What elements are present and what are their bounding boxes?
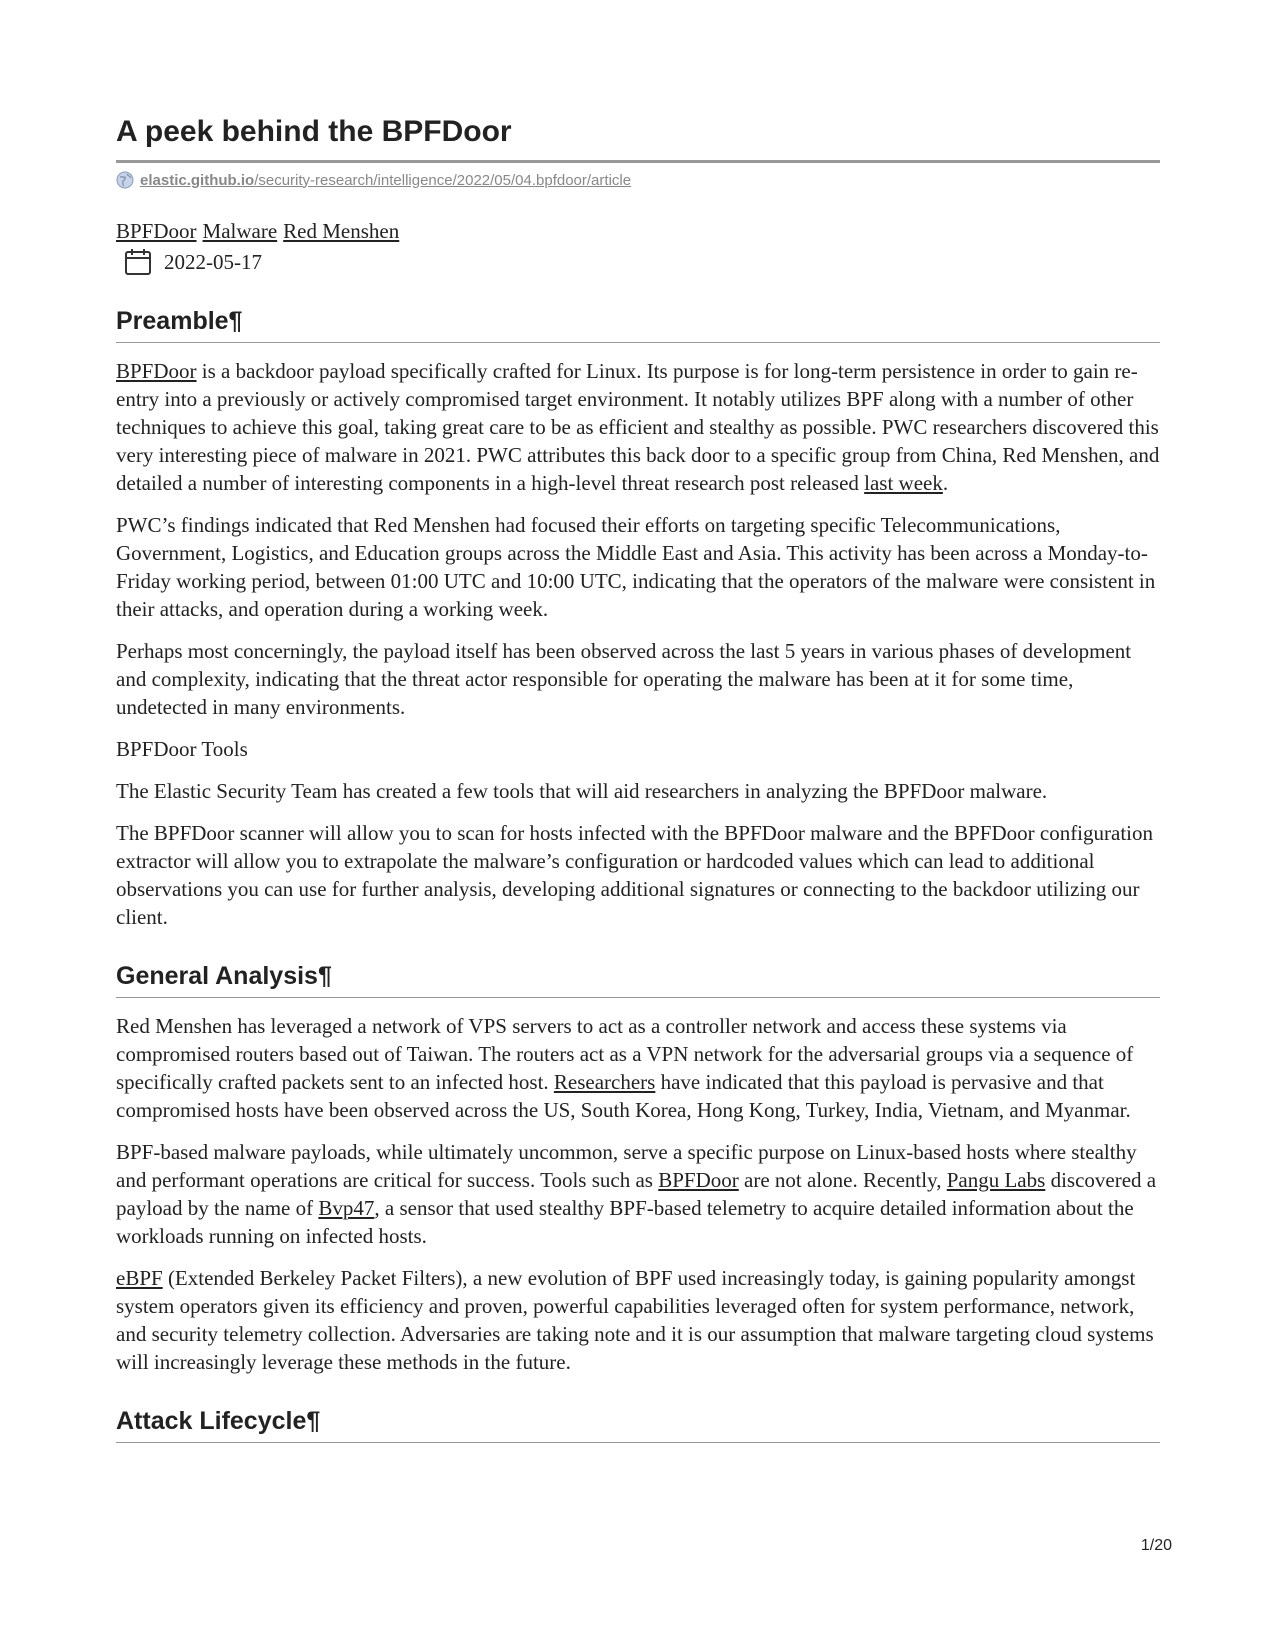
- article: [116, 96, 1160, 1443]
- paragraph: [116, 1264, 1160, 1376]
- paragraph-text: (Extended Berkeley Packet Filters), a new evolution of BPF used increasingly today, is gaining popularity amongst system operators given its efficiency and proven, powerful capabilities leveraged often for system performance, network, and security telemetry collection. Adversaries are taking note and it is our assumption that malware targeting cloud systems will increasingly leverage these methods in the future.: [116, 1266, 1154, 1374]
- heading-attack-lifecycle: Attack Lifecycle¶: [116, 1407, 321, 1435]
- bpfdoor-link[interactable]: BPFDoor: [658, 1168, 739, 1192]
- paragraph-text: , a sensor that used stealthy BPF-based telemetry to acquire detailed information about the workloads running on infected hosts.: [116, 1196, 1134, 1248]
- globe-icon: [116, 171, 134, 189]
- tag-link-bpfdoor[interactable]: BPFDoor: [116, 219, 197, 243]
- publish-date: [124, 248, 1160, 276]
- paragraph-text: .: [942, 471, 949, 495]
- paragraph-text: discovered a payload by the name of: [116, 1168, 1157, 1220]
- researchers-link[interactable]: Researchers: [553, 1070, 656, 1094]
- date-text: 2022-05-17: [164, 249, 262, 274]
- title-divider: [116, 160, 1160, 163]
- pangu-labs-link[interactable]: Pangu Labs: [946, 1168, 1046, 1192]
- paragraph-text: is a backdoor payload specifically crafted for Linux. Its purpose is for long-term persistence in order to gain re-entry into a previously or actively compromised target environment. It notably utilizes BPF along with a number of other techniques to achieve this goal, taking great care to be as efficient and stealthy as possible. PWC researchers discovered this very interesting piece of malware in 2021. PWC attributes this back door to a specific group from China, Red Menshen, and detailed a number of interesting components in a high-level threat research post released: [116, 359, 1160, 495]
- paragraph: The Elastic Security Team has created a few tools that will aid researchers in analyzing the BPFDoor malware.: [116, 779, 1048, 803]
- heading-general-analysis: General Analysis¶: [116, 962, 332, 990]
- bpfdoor-link[interactable]: BPFDoor: [116, 359, 197, 383]
- paragraph-text: Red Menshen has leveraged a network of VPS servers to act as a controller network and access these systems via compromised routers based out of Taiwan. The routers act as a VPN network for the adversarial groups via a sequence of specifically crafted packets sent to an infected host.: [116, 1014, 1134, 1094]
- last-week-link[interactable]: last week: [864, 471, 943, 495]
- paragraph-text: have indicated that this payload is pervasive and that compromised hosts have been observed across the US, South Korea, Hong Kong, Turkey, India, Vietnam, and Myanmar.: [116, 1070, 1131, 1122]
- paragraph: [116, 357, 1160, 497]
- bvp47-link[interactable]: Bvp47: [318, 1196, 375, 1220]
- ebpf-link[interactable]: eBPF: [116, 1266, 163, 1290]
- section-general-analysis: [116, 961, 1160, 1376]
- paragraph-text: are not alone. Recently,: [738, 1168, 947, 1192]
- paragraph: PWC’s findings indicated that Red Menshen had focused their efforts on targeting specific Telecommunications, Government, Logistics, and Education groups across the Middle East and Asia. This activity has been across a Monday-to-Friday working period, between 01:00 UTC and 10:00 UTC, indicating that the operators of the malware were consistent in their attacks, and operation during a working week.: [116, 513, 1156, 621]
- paragraph: The BPFDoor scanner will allow you to scan for hosts infected with the BPFDoor malware and the BPFDoor configuration extractor will allow you to extrapolate the malware’s configuration or hardcoded values which can lead to additional observations you can use for further analysis, developing additional signatures or connecting to the backdoor utilizing our client.: [116, 821, 1153, 929]
- paragraph: [116, 1012, 1160, 1124]
- page-number: 1/20: [1140, 1537, 1172, 1554]
- paragraph: Perhaps most concerningly, the payload itself has been observed across the last 5 years in various phases of development and complexity, indicating that the threat actor responsible for operating the malware has been at it for some time, undetected in many environments.: [116, 639, 1132, 719]
- paragraph: BPFDoor Tools: [116, 737, 248, 761]
- page-title: A peek behind the BPFDoor: [116, 115, 512, 148]
- calendar-icon: [124, 248, 152, 276]
- source-path-link[interactable]: /security-research/intelligence/2022/05/04.bpfdoor/article: [254, 171, 632, 189]
- tag-link-red-menshen[interactable]: Red Menshen: [283, 219, 400, 243]
- paragraph-text: BPF-based malware payloads, while ultimately uncommon, serve a specific purpose on Linux-based hosts where stealthy and performant operations are critical for success. Tools such as: [116, 1140, 1137, 1192]
- section-attack-lifecycle: [116, 1406, 1160, 1443]
- heading-preamble: Preamble¶: [116, 307, 243, 335]
- paragraph: [116, 1138, 1160, 1250]
- heading-divider: [116, 997, 1160, 998]
- source-domain-link[interactable]: elastic.github.io: [140, 171, 255, 189]
- section-preamble: [116, 306, 1160, 931]
- heading-divider: [116, 342, 1160, 343]
- heading-divider: [116, 1442, 1160, 1443]
- tag-link-malware[interactable]: Malware: [202, 219, 278, 243]
- tag-list: [116, 219, 1160, 244]
- source-url: [116, 171, 1160, 189]
